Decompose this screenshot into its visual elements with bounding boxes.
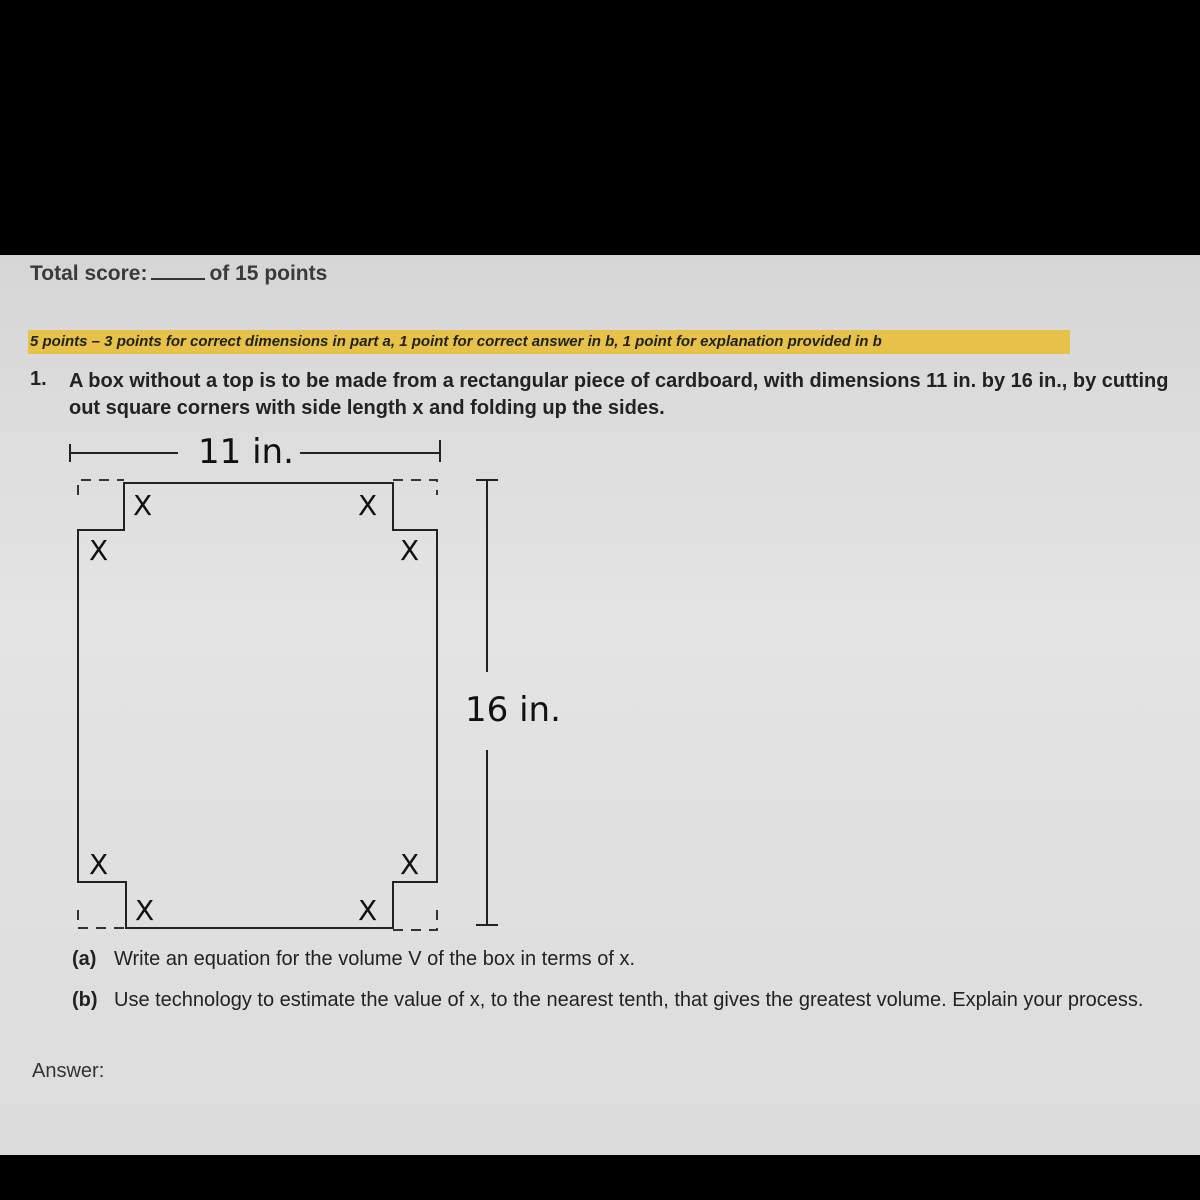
width-label: 11 in. [198,432,294,472]
corner-label-top-right-bottom: X [400,534,420,567]
corner-label-bottom-left-side: X [135,894,155,927]
total-score-label: Total score: [30,262,148,285]
question-text: A box without a top is to be made from a rectangular piece of cardboard, with dimensions 11 in. by 16 in., by cutting out square corners with side length x and folding up the sides. [69,370,1169,419]
question-number: 1. [30,368,47,390]
part-b [72,985,1152,1015]
corner-label-bottom-right-top: X [400,848,420,881]
corner-label-bottom-right-side: X [358,894,378,927]
part-a-text: Write an equation for the volume V of the box in terms of x. [114,948,636,970]
corner-label-bottom-left-top: X [89,848,109,881]
part-b-tag: (b) [72,989,98,1011]
rubric-highlight: 5 points – 3 points for correct dimensions in part a, 1 point for correct answer in b, 1 point for explanation provided in b [28,330,1070,354]
answer-label: Answer: [32,1060,105,1082]
total-score-suffix: of 15 points [209,262,328,285]
corner-label-top-left-side: X [133,489,153,522]
height-label: 16 in. [465,690,561,730]
part-b-text: Use technology to estimate the value of x, to the nearest tenth, that gives the greatest volume. Explain your process. [114,989,1144,1011]
corner-label-top-left-bottom: X [89,534,109,567]
part-a [72,948,635,971]
corner-label-top-right-side: X [358,489,378,522]
part-a-tag: (a) [72,948,97,970]
